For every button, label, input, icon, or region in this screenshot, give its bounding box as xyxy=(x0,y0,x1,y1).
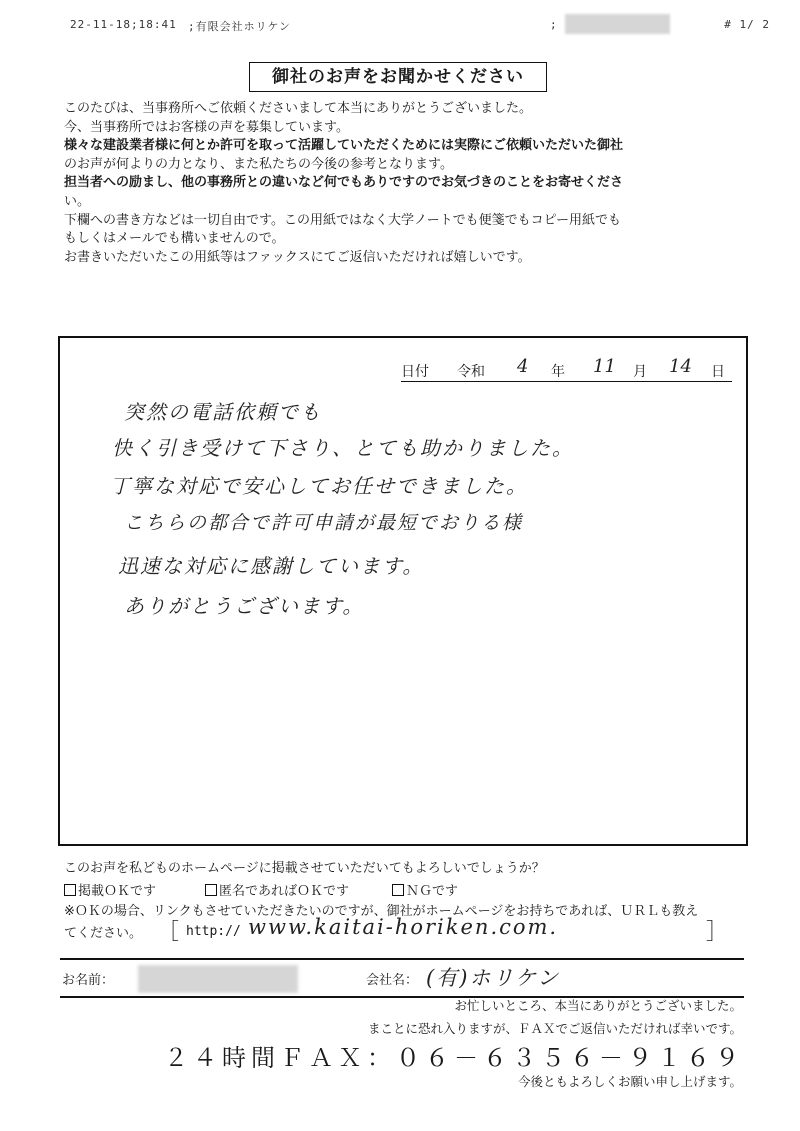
intro-line: のお声が何よりの力となり、また私たちの今後の参考となります。 xyxy=(64,156,453,172)
date-year: 4 xyxy=(517,356,529,377)
consent-question: このお声を私どものホームページに掲載させていただいてもよろしいでしょうか？ xyxy=(64,861,545,876)
date-line xyxy=(401,356,732,382)
intro-line: 様々な建設業者様に何とか許可を取って活躍していただくためには実際にご依頼いただいた御社 xyxy=(64,138,624,154)
option-ng[interactable]: ＮＧです xyxy=(392,880,458,899)
intro-line: 下欄への書き方などは一切自由です。この用紙ではなく大学ノートでも便箋でもコピー用紙でも xyxy=(64,212,622,228)
date-day: 14 xyxy=(669,356,692,377)
page-title: 御社のお声をお聞かせください xyxy=(249,62,547,92)
handwritten-line: 突然の電話依頼でも xyxy=(124,400,322,424)
intro-text xyxy=(64,100,754,267)
intro-line: 今、当事務所ではお客様の声を募集しています。 xyxy=(64,119,349,135)
checkbox[interactable] xyxy=(64,884,76,896)
url-handwritten[interactable]: www.kaitai-horiken.com. xyxy=(248,915,559,939)
url-bracket-open: ［ xyxy=(157,920,180,945)
name-label: お名前： xyxy=(62,973,115,988)
date-label: 日付 xyxy=(401,364,429,380)
url-bracket-close: ］ xyxy=(706,920,729,945)
fax-timestamp: 22-11-18;18:41 xyxy=(70,18,177,31)
handwritten-line: 丁寧な対応で安心してお任せできました。 xyxy=(110,474,528,498)
intro-line: お書きいただいたこの用紙等はファックスにてご返信いただければ嬉しいです。 xyxy=(64,249,531,265)
link-note-line: ※ＯＫの場合、リンクもさせていただきたいのですが、御社がホームページをお持ちであれば、ＵＲＬも教え xyxy=(64,904,699,919)
fax-separator: ; xyxy=(550,18,558,31)
handwritten-line: 迅速な対応に感謝しています。 xyxy=(118,554,425,578)
fax-sender: ;有限会社ホリケン xyxy=(188,20,291,33)
intro-line: い。 xyxy=(64,193,91,209)
company-label: 会社名： xyxy=(366,973,419,988)
footer-request: まことに恐れ入りますが、ＦＡＸでご返信いただければ幸いです。 xyxy=(367,1021,742,1036)
redacted-fax-number xyxy=(565,14,670,34)
date-month: 11 xyxy=(593,356,616,377)
handwritten-line: こちらの都合で許可申請が最短でおりる様 xyxy=(124,512,524,534)
date-month-unit: 月 xyxy=(633,364,647,380)
intro-line: 担当者への励まし、他の事務所との違いなど何でもありですのでお気づきのことをお寄せくださ xyxy=(64,175,624,191)
url-prefix: http:// xyxy=(186,924,241,939)
option-publish-ok[interactable]: 掲載ＯＫです xyxy=(64,880,156,899)
company-value: (有)ホリケン xyxy=(426,966,560,990)
footer-thanks: お忙しいところ、本当にありがとうございました。 xyxy=(454,998,742,1013)
fax-number: ２４時間ＦＡＸ：０６－６３５６－９１６９ xyxy=(164,1044,744,1072)
date-year-unit: 年 xyxy=(551,364,565,380)
date-day-unit: 日 xyxy=(711,364,725,380)
handwritten-line: ありがとうございます。 xyxy=(124,594,365,618)
intro-line: もしくはメールでも構いませんので。 xyxy=(64,231,285,247)
fax-page-info: # 1/ 2 xyxy=(724,18,770,31)
date-era: 令和 xyxy=(457,364,485,380)
option-anonymous-ok[interactable]: 匿名であればＯＫです xyxy=(205,880,349,899)
url-line-prefix: てください。 xyxy=(64,926,143,941)
name-company-row xyxy=(60,958,744,998)
handwritten-line: 快く引き受けて下さり、とても助かりました。 xyxy=(112,436,574,460)
checkbox[interactable] xyxy=(205,884,217,896)
intro-line: このたびは、当事務所へご依頼くださいまして本当にありがとうございました。 xyxy=(64,101,533,116)
redacted-name xyxy=(138,965,298,993)
footer-closing: 今後ともよろしくお願い申し上げます。 xyxy=(517,1074,742,1089)
checkbox[interactable] xyxy=(392,884,404,896)
